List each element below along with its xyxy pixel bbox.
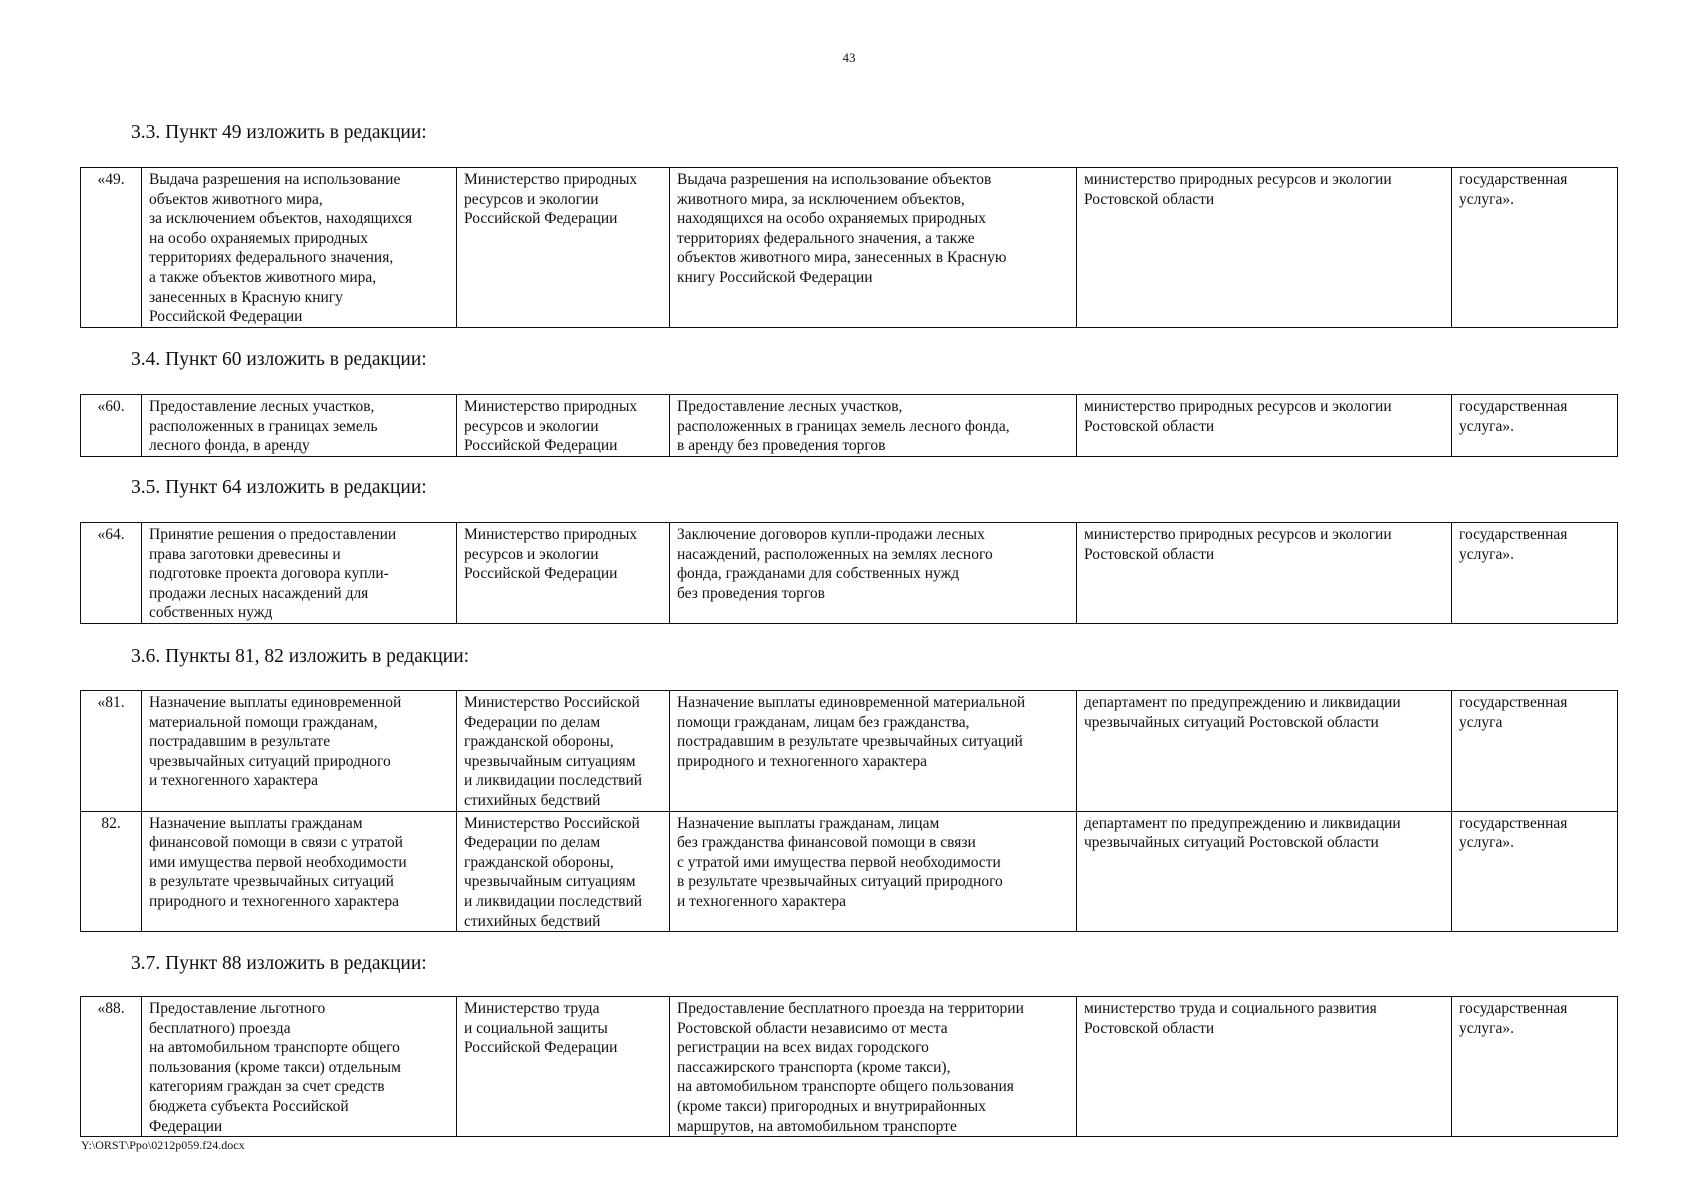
service-table-49 bbox=[80, 167, 1618, 328]
regional-authority-cell: министерство природных ресурсов и экологии Ростовской области bbox=[1077, 523, 1452, 624]
regional-service-name-cell: Предоставление бесплатного проезда на территории Ростовской области независимо от места регистрации на всех видах городского пассажирского транспорта (кроме такси), на автомобильном транспорте общего пользования (кроме такси) пригородных и внутрирайонных маршрутов, на автомобильном транспорте bbox=[670, 997, 1077, 1137]
service-name-cell: Назначение выплаты единовременной материальной помощи гражданам, пострадавшим в результате чрезвычайных ситуаций природного и техногенного характера bbox=[142, 691, 457, 812]
table-row bbox=[81, 691, 1618, 812]
federal-authority-cell: Министерство природных ресурсов и экологии Российской Федерации bbox=[457, 523, 670, 624]
regional-service-name-cell: Предоставление лесных участков, расположенных в границах земель лесного фонда, в аренду без проведения торгов bbox=[670, 395, 1077, 457]
row-number: «88. bbox=[81, 997, 142, 1137]
service-name-cell: Предоставление лесных участков, расположенных в границах земель лесного фонда, в аренду bbox=[142, 395, 457, 457]
table-row bbox=[81, 168, 1618, 328]
table-row bbox=[81, 811, 1618, 932]
row-number: «60. bbox=[81, 395, 142, 457]
row-number: «81. bbox=[81, 691, 142, 812]
service-type-cell: государственная услуга». bbox=[1452, 811, 1618, 932]
footer-file-path: Y:\ORST\Ppo\0212p059.f24.docx bbox=[81, 1138, 245, 1152]
regional-authority-cell: департамент по предупреждению и ликвидации чрезвычайных ситуаций Ростовской области bbox=[1077, 691, 1452, 812]
regional-authority-cell: департамент по предупреждению и ликвидации чрезвычайных ситуаций Ростовской области bbox=[1077, 811, 1452, 932]
service-type-cell: государственная услуга». bbox=[1452, 168, 1618, 328]
row-number: 82. bbox=[81, 811, 142, 932]
section-heading-3-5: 3.5. Пункт 64 изложить в редакции: bbox=[131, 477, 427, 498]
service-table-88 bbox=[80, 996, 1618, 1137]
federal-authority-cell: Министерство природных ресурсов и экологии Российской Федерации bbox=[457, 395, 670, 457]
regional-service-name-cell: Назначение выплаты единовременной материальной помощи гражданам, лицам без гражданства, пострадавшим в результате чрезвычайных ситуаций природного и техногенного характера bbox=[670, 691, 1077, 812]
federal-authority-cell: Министерство труда и социальной защиты Российской Федерации bbox=[457, 997, 670, 1137]
regional-service-name-cell: Заключение договоров купли-продажи лесных насаждений, расположенных на землях лесного фонда, гражданами для собственных нужд без проведения торгов bbox=[670, 523, 1077, 624]
page-number: 43 bbox=[842, 50, 856, 65]
row-number: «64. bbox=[81, 523, 142, 624]
section-heading-3-3: 3.3. Пункт 49 изложить в редакции: bbox=[131, 122, 427, 143]
section-heading-3-4: 3.4. Пункт 60 изложить в редакции: bbox=[131, 349, 427, 370]
service-table-81-82 bbox=[80, 690, 1618, 932]
service-type-cell: государственная услуга». bbox=[1452, 523, 1618, 624]
service-type-cell: государственная услуга». bbox=[1452, 395, 1618, 457]
section-heading-3-7: 3.7. Пункт 88 изложить в редакции: bbox=[131, 953, 427, 974]
service-type-cell: государственная услуга bbox=[1452, 691, 1618, 812]
federal-authority-cell: Министерство природных ресурсов и экологии Российской Федерации bbox=[457, 168, 670, 328]
section-heading-3-6: 3.6. Пункты 81, 82 изложить в редакции: bbox=[131, 646, 470, 667]
regional-service-name-cell: Назначение выплаты гражданам, лицам без гражданства финансовой помощи в связи с утратой ими имущества первой необходимости в результате чрезвычайных ситуаций природного и техногенного характера bbox=[670, 811, 1077, 932]
service-table-60 bbox=[80, 394, 1618, 457]
table-row bbox=[81, 997, 1618, 1137]
service-name-cell: Назначение выплаты гражданам финансовой помощи в связи с утратой ими имущества первой необходимости в результате чрезвычайных ситуаций природного и техногенного характера bbox=[142, 811, 457, 932]
regional-authority-cell: министерство труда и социального развития Ростовской области bbox=[1077, 997, 1452, 1137]
federal-authority-cell: Министерство Российской Федерации по делам гражданской обороны, чрезвычайным ситуациям и ликвидации последствий стихийных бедствий bbox=[457, 691, 670, 812]
table-row bbox=[81, 523, 1618, 624]
federal-authority-cell: Министерство Российской Федерации по делам гражданской обороны, чрезвычайным ситуациям и ликвидации последствий стихийных бедствий bbox=[457, 811, 670, 932]
service-name-cell: Предоставление льготного бесплатного) проезда на автомобильном транспорте общего пользования (кроме такси) отдельным категориям граждан за счет средств бюджета субъекта Российской Федерации bbox=[142, 997, 457, 1137]
row-number: «49. bbox=[81, 168, 142, 328]
table-row bbox=[81, 395, 1618, 457]
service-table-64 bbox=[80, 522, 1618, 624]
regional-service-name-cell: Выдача разрешения на использование объектов животного мира, за исключением объектов, находящихся на особо охраняемых природных территориях федерального значения, а также объектов животного мира, занесенных в Красную книгу Российской Федерации bbox=[670, 168, 1077, 328]
service-name-cell: Выдача разрешения на использование объектов животного мира, за исключением объектов, находящихся на особо охраняемых природных территориях федерального значения, а также объектов животного мира, занесенных в Красную книгу Российской Федерации bbox=[142, 168, 457, 328]
regional-authority-cell: министерство природных ресурсов и экологии Ростовской области bbox=[1077, 395, 1452, 457]
regional-authority-cell: министерство природных ресурсов и экологии Ростовской области bbox=[1077, 168, 1452, 328]
service-name-cell: Принятие решения о предоставлении права заготовки древесины и подготовке проекта договора купли- продажи лесных насаждений для собственных нужд bbox=[142, 523, 457, 624]
service-type-cell: государственная услуга». bbox=[1452, 997, 1618, 1137]
